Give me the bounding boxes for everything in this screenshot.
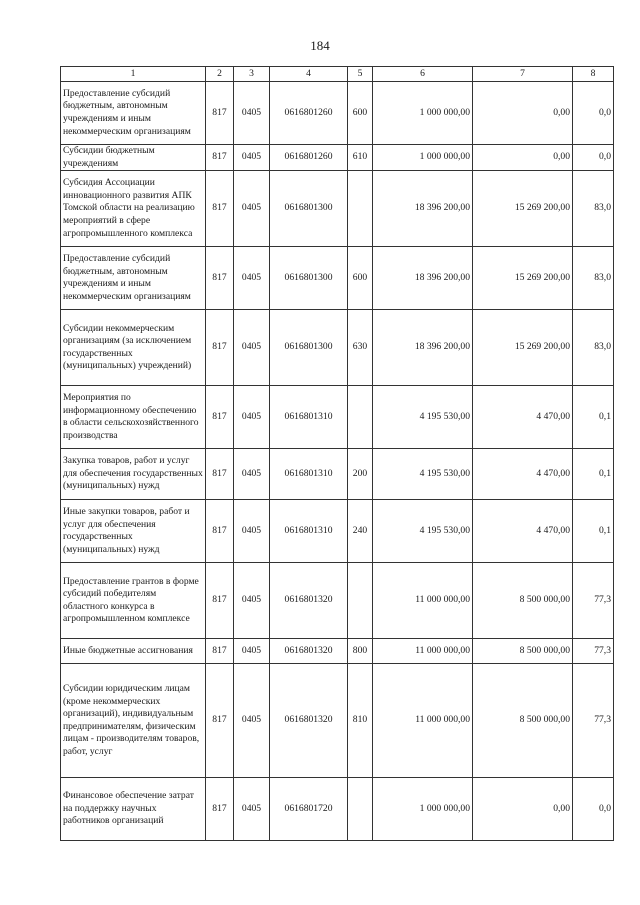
row-section-code: 0405 [234, 82, 270, 145]
row-expense-kind: 240 [348, 500, 373, 563]
table-row [61, 310, 614, 386]
row-ministry-code: 817 [206, 310, 234, 386]
table-row [61, 145, 614, 171]
header-col-3: 3 [234, 67, 270, 82]
table-header-row [61, 67, 614, 82]
budget-execution-table [60, 66, 614, 841]
row-fact-amount: 0,00 [473, 82, 573, 145]
header-col-8: 8 [573, 67, 614, 82]
row-percent: 0,0 [573, 145, 614, 171]
row-fact-amount: 0,00 [473, 778, 573, 841]
row-section-code: 0405 [234, 449, 270, 500]
row-ministry-code: 817 [206, 171, 234, 247]
row-fact-amount: 15 269 200,00 [473, 310, 573, 386]
table-row [61, 563, 614, 639]
row-plan-amount: 1 000 000,00 [373, 778, 473, 841]
row-ministry-code: 817 [206, 449, 234, 500]
row-ministry-code: 817 [206, 500, 234, 563]
row-section-code: 0405 [234, 247, 270, 310]
row-name-cell: Предоставление грантов в форме субсидий победителям областного конкурса в агропромышленном комплексе [61, 563, 206, 639]
row-plan-amount: 4 195 530,00 [373, 386, 473, 449]
page-number: 184 [310, 38, 330, 53]
row-target-code: 0616801320 [270, 639, 348, 664]
header-col-6: 6 [373, 67, 473, 82]
row-ministry-code: 817 [206, 563, 234, 639]
table-row [61, 386, 614, 449]
table-row [61, 449, 614, 500]
table-row [61, 500, 614, 563]
header-col-7: 7 [473, 67, 573, 82]
row-section-code: 0405 [234, 664, 270, 778]
row-target-code: 0616801260 [270, 82, 348, 145]
row-plan-amount: 18 396 200,00 [373, 171, 473, 247]
row-target-code: 0616801320 [270, 664, 348, 778]
row-percent: 0,0 [573, 778, 614, 841]
table-row [61, 247, 614, 310]
row-expense-kind: 810 [348, 664, 373, 778]
row-percent: 77,3 [573, 639, 614, 664]
row-name-cell: Закупка товаров, работ и услуг для обеспечения государственных (муниципальных) нужд [61, 449, 206, 500]
row-percent: 77,3 [573, 664, 614, 778]
row-fact-amount: 15 269 200,00 [473, 171, 573, 247]
row-fact-amount: 0,00 [473, 145, 573, 171]
row-fact-amount: 4 470,00 [473, 386, 573, 449]
row-plan-amount: 4 195 530,00 [373, 449, 473, 500]
row-percent: 77,3 [573, 563, 614, 639]
header-col-1: 1 [61, 67, 206, 82]
row-percent: 0,0 [573, 82, 614, 145]
row-percent: 0,1 [573, 500, 614, 563]
row-name-cell: Иные бюджетные ассигнования [61, 639, 206, 664]
row-name-cell: Мероприятия по информационному обеспечению в области сельскохозяйственного производства [61, 386, 206, 449]
row-name-cell: Предоставление субсидий бюджетным, автономным учреждениям и иным некоммерческим организациям [61, 82, 206, 145]
table-row [61, 171, 614, 247]
row-ministry-code: 817 [206, 247, 234, 310]
row-name-cell: Субсидии юридическим лицам (кроме некоммерческих организаций), индивидуальным предпринимателям, физическим лицам - производителям товаров, работ, услуг [61, 664, 206, 778]
row-fact-amount: 4 470,00 [473, 500, 573, 563]
row-plan-amount: 11 000 000,00 [373, 563, 473, 639]
header-col-4: 4 [270, 67, 348, 82]
row-section-code: 0405 [234, 386, 270, 449]
row-percent: 0,1 [573, 449, 614, 500]
row-target-code: 0616801310 [270, 500, 348, 563]
row-plan-amount: 11 000 000,00 [373, 664, 473, 778]
row-plan-amount: 18 396 200,00 [373, 247, 473, 310]
row-section-code: 0405 [234, 171, 270, 247]
row-percent: 83,0 [573, 310, 614, 386]
row-name-cell: Финансовое обеспечение затрат на поддержку научных работников организаций [61, 778, 206, 841]
row-expense-kind: 200 [348, 449, 373, 500]
row-expense-kind [348, 563, 373, 639]
row-fact-amount: 15 269 200,00 [473, 247, 573, 310]
table-body [61, 82, 614, 841]
header-col-5: 5 [348, 67, 373, 82]
row-ministry-code: 817 [206, 639, 234, 664]
row-target-code: 0616801300 [270, 171, 348, 247]
row-name-cell: Субсидии некоммерческим организациям (за исключением государственных (муниципальных) учреждений) [61, 310, 206, 386]
row-name-cell: Иные закупки товаров, работ и услуг для обеспечения государственных (муниципальных) нужд [61, 500, 206, 563]
table-row [61, 639, 614, 664]
row-section-code: 0405 [234, 310, 270, 386]
row-target-code: 0616801300 [270, 247, 348, 310]
row-ministry-code: 817 [206, 82, 234, 145]
row-expense-kind: 800 [348, 639, 373, 664]
row-plan-amount: 18 396 200,00 [373, 310, 473, 386]
row-expense-kind [348, 171, 373, 247]
row-section-code: 0405 [234, 639, 270, 664]
row-expense-kind: 610 [348, 145, 373, 171]
row-expense-kind: 600 [348, 82, 373, 145]
row-section-code: 0405 [234, 563, 270, 639]
table-row [61, 778, 614, 841]
row-target-code: 0616801300 [270, 310, 348, 386]
row-expense-kind: 600 [348, 247, 373, 310]
row-plan-amount: 1 000 000,00 [373, 82, 473, 145]
row-percent: 0,1 [573, 386, 614, 449]
row-percent: 83,0 [573, 171, 614, 247]
row-target-code: 0616801260 [270, 145, 348, 171]
row-ministry-code: 817 [206, 778, 234, 841]
row-percent: 83,0 [573, 247, 614, 310]
row-expense-kind [348, 778, 373, 841]
row-name-cell: Предоставление субсидий бюджетным, автономным учреждениям и иным некоммерческим организациям [61, 247, 206, 310]
row-fact-amount: 4 470,00 [473, 449, 573, 500]
row-name-cell: Субсидии бюджетным учреждениям [61, 145, 206, 171]
row-expense-kind [348, 386, 373, 449]
row-target-code: 0616801320 [270, 563, 348, 639]
row-section-code: 0405 [234, 778, 270, 841]
row-plan-amount: 1 000 000,00 [373, 145, 473, 171]
row-ministry-code: 817 [206, 664, 234, 778]
row-ministry-code: 817 [206, 145, 234, 171]
row-name-cell: Субсидия Ассоциации инновационного развития АПК Томской области на реализацию мероприятий в сфере агропромышленного комплекса [61, 171, 206, 247]
row-fact-amount: 8 500 000,00 [473, 563, 573, 639]
table-row [61, 664, 614, 778]
row-target-code: 0616801310 [270, 449, 348, 500]
row-fact-amount: 8 500 000,00 [473, 664, 573, 778]
row-plan-amount: 11 000 000,00 [373, 639, 473, 664]
row-ministry-code: 817 [206, 386, 234, 449]
row-target-code: 0616801310 [270, 386, 348, 449]
row-expense-kind: 630 [348, 310, 373, 386]
row-fact-amount: 8 500 000,00 [473, 639, 573, 664]
row-section-code: 0405 [234, 500, 270, 563]
row-plan-amount: 4 195 530,00 [373, 500, 473, 563]
row-target-code: 0616801720 [270, 778, 348, 841]
header-col-2: 2 [206, 67, 234, 82]
row-section-code: 0405 [234, 145, 270, 171]
table-row [61, 82, 614, 145]
